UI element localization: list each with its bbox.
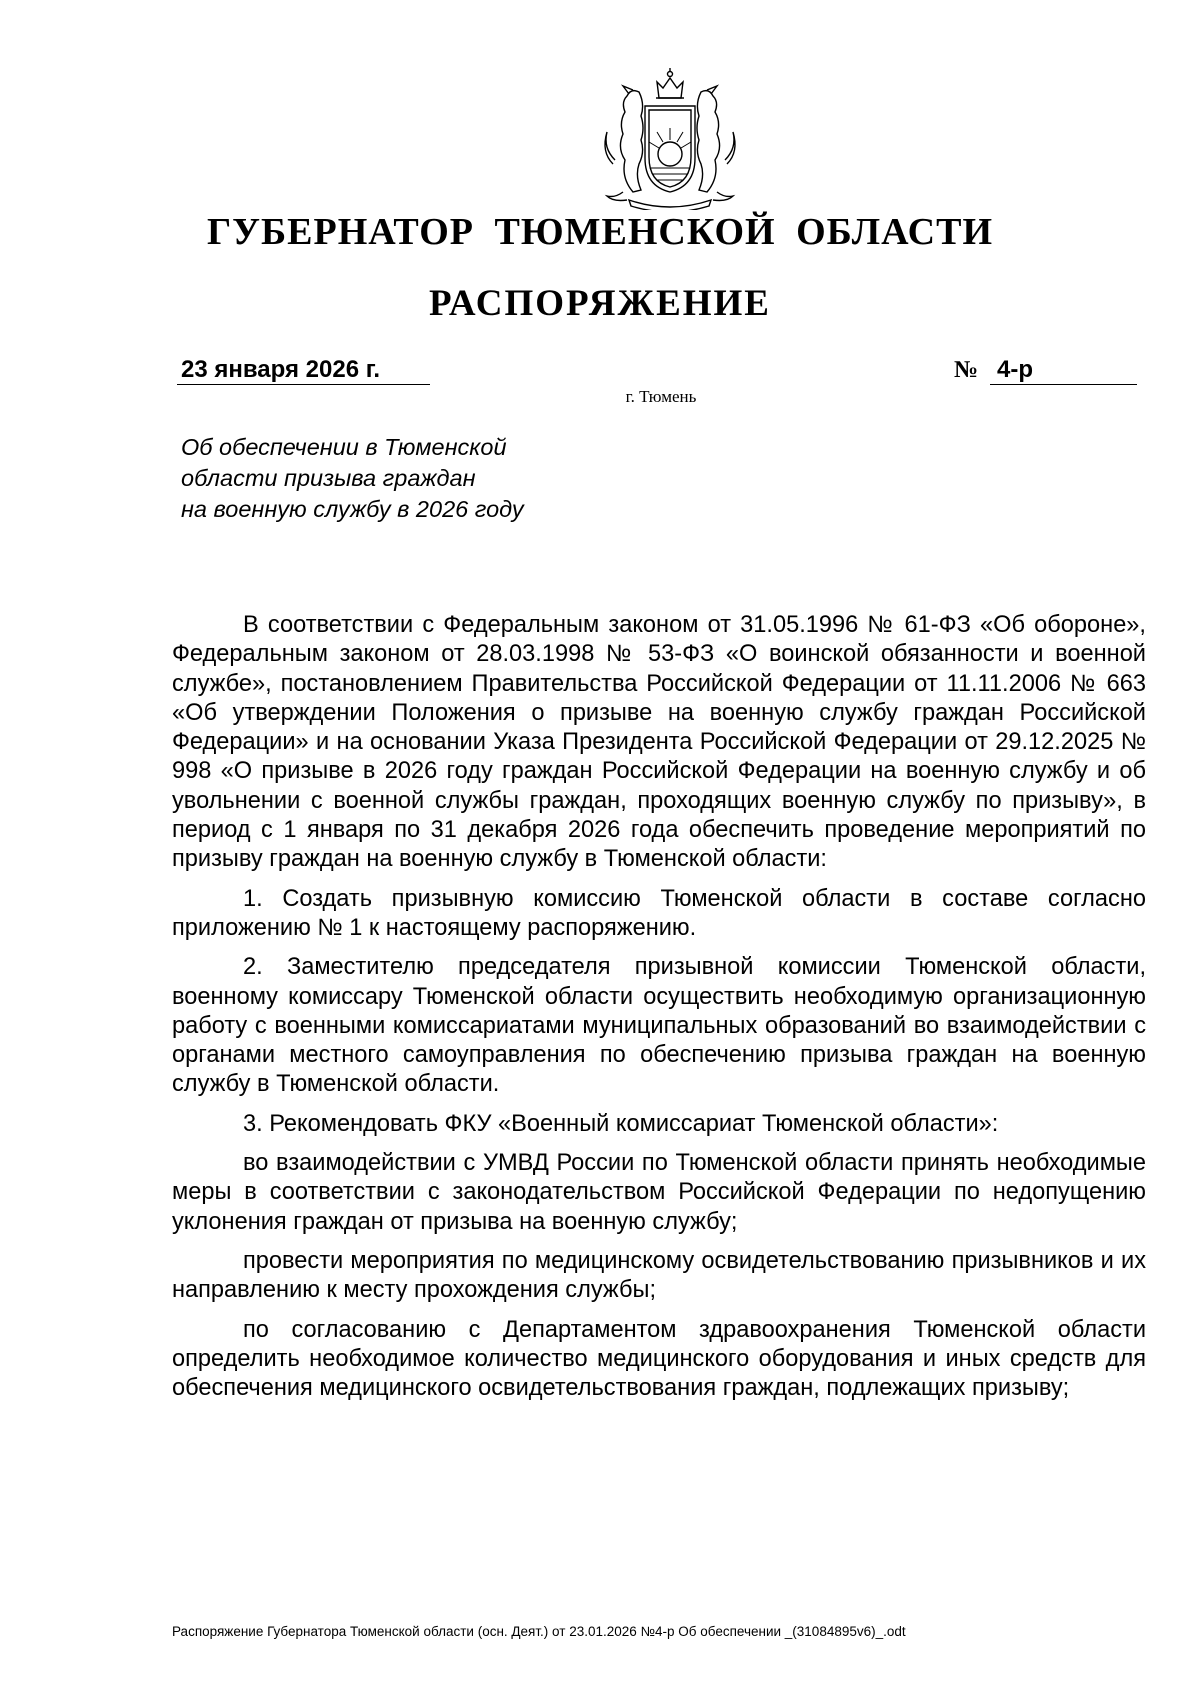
- body-paragraph: во взаимодействии с УМВД России по Тюменской области принять необходимые меры в соответствии с законодательством Российской Федерации по недопущению уклонения граждан от призыва на военную службу;: [172, 1150, 1146, 1235]
- file-footer: Распоряжение Губернатора Тюменской области (осн. Деят.) от 23.01.2026 №4-р Об обеспечении _(31084895v6)_.odt: [172, 1624, 906, 1639]
- document-subject: [181, 432, 601, 525]
- document-type: РАСПОРЯЖЕНИЕ: [428, 283, 771, 324]
- city: г. Тюмень: [625, 387, 697, 406]
- subject-line: на военную службу в 2026 году: [181, 496, 524, 522]
- subject-line: Об обеспечении в Тюменской: [181, 434, 507, 460]
- document-number: 4-р: [990, 356, 1137, 385]
- document-date: 23 января 2026 г.: [177, 356, 430, 385]
- document-body: [172, 611, 1146, 1413]
- body-paragraph: В соответствии с Федеральным законом от 31.05.1996 № 61-ФЗ «Об обороне», Федеральным законом от 28.03.1998 № 53-ФЗ «О воинской обязанности и военной службе», постановлением Правительства Российской Федерации от 11.11.2006 № 663 «Об утверждении Положения о призыве на военную службу граждан Российской Федерации» и на основании Указа Президента Российской Федерации от 29.12.2025 № 998 «О призыве в 2026 году граждан Российской Федерации на военную службу и об увольнении с военной службы граждан, проходящих военную службу по призыву», в период с 1 января по 31 декабря 2026 года обеспечить проведение мероприятий по призыву граждан на военную службу в Тюменской области:: [172, 612, 1146, 873]
- subject-line: области призыва граждан: [181, 465, 476, 491]
- body-paragraph: 2. Заместителю председателя призывной комиссии Тюменской области, военному комиссару Тюменской области осуществить необходимую организационную работу с военными комиссариатами муниципальных образований во взаимодействии с органами местного самоуправления по обеспечению призыва граждан на военную службу в Тюменской области.: [172, 954, 1146, 1098]
- number-label: №: [954, 357, 979, 383]
- body-paragraph: провести мероприятия по медицинскому освидетельствованию призывников и их направлению к месту прохождения службы;: [172, 1247, 1146, 1304]
- body-paragraph: 1. Создать призывную комиссию Тюменской области в составе согласно приложению № 1 к настоящему распоряжению.: [172, 885, 1146, 941]
- coat-of-arms-icon: [593, 68, 747, 210]
- body-paragraph: 3. Рекомендовать ФКУ «Военный комиссариат Тюменской области»:: [243, 1110, 999, 1137]
- org-title: ГУБЕРНАТОР ТЮМЕНСКОЙ ОБЛАСТИ: [206, 211, 994, 253]
- body-paragraph: по согласованию с Департаментом здравоохранения Тюменской области определить необходимое количество медицинского оборудования и иных средств для обеспечения медицинского освидетельствования граждан, подлежащих призыву;: [172, 1316, 1146, 1402]
